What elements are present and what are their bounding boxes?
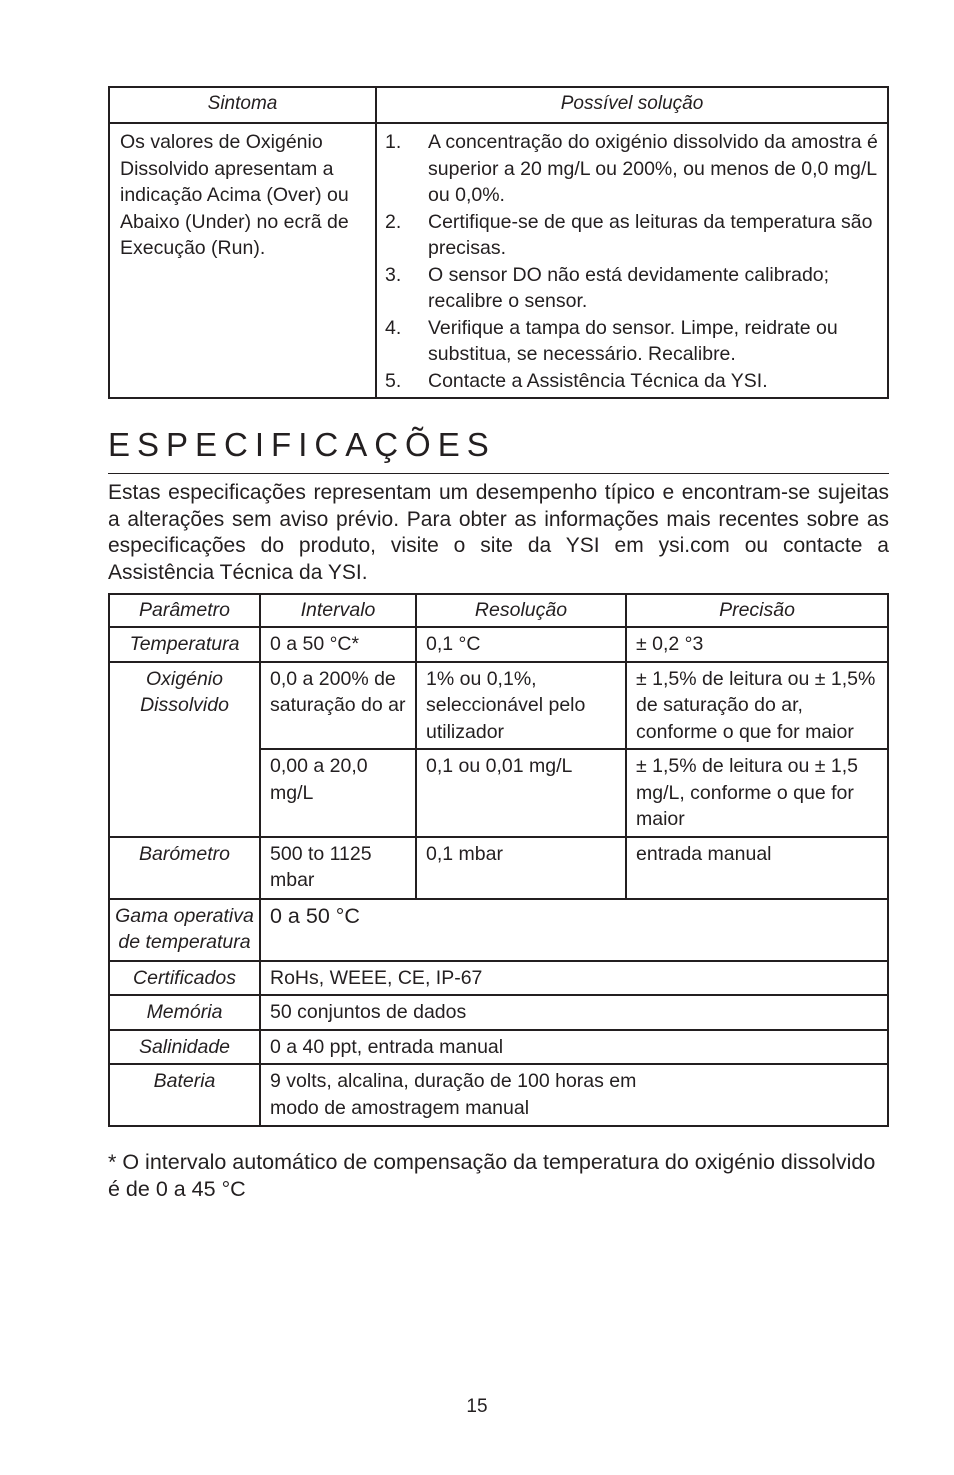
resolution-cell: 0,1 ou 0,01 mg/L [416, 749, 626, 837]
param-memory: Memória [109, 995, 260, 1030]
table-row [109, 899, 888, 961]
list-text: O sensor DO não está devidamente calibrado; recalibre o sensor. [428, 263, 830, 312]
value-cell: 0 a 40 ppt, entrada manual [260, 1030, 888, 1065]
list-item [385, 368, 881, 395]
param-battery: Bateria [109, 1064, 260, 1126]
list-number: 1. [385, 131, 402, 153]
accuracy-cell: ± 0,2 °3 [626, 627, 888, 662]
range-cell: 0 a 50 °C* [260, 627, 416, 662]
range-cell: 0,0 a 200% de saturação do ar [260, 662, 416, 750]
specifications-table [108, 593, 889, 1127]
list-text: Certifique-se de que as leituras da temperatura são precisas. [428, 210, 873, 259]
value-cell [260, 1064, 888, 1126]
param-certificates: Certificados [109, 961, 260, 996]
resolution-cell: 1% ou 0,1%, seleccionável pelo utilizador [416, 662, 626, 750]
section-title: ESPECIFICAÇÕES [108, 425, 889, 474]
resolution-cell: 0,1 mbar [416, 837, 626, 899]
page-number: 15 [466, 1396, 488, 1417]
battery-value: 9 volts, alcalina, duração de 100 horas em modo de amostragem manual [270, 1070, 637, 1119]
list-text: Contacte a Assistência Técnica da YSI. [428, 369, 768, 392]
table-row [109, 123, 888, 398]
param-barometer: Barómetro [109, 837, 260, 899]
list-item [385, 315, 881, 368]
table-row [109, 1030, 888, 1065]
table-row [109, 627, 888, 662]
list-text: A concentração do oxigénio dissolvido da amostra é superior a 20 mg/L ou 200%, ou menos de 0,0 mg/L ou 0,0%. [428, 131, 878, 206]
intro-paragraph: Estas especificações representam um desempenho típico e encontram-se sujeitas a alterações sem aviso prévio. Para obter as informações mais recentes sobre as especificações do produto, visite o site da YSI em ysi.com ou contacte a Assistência Técnica da YSI. [108, 481, 889, 584]
table-row [109, 837, 888, 899]
list-number: 2. [385, 210, 402, 233]
table-header-row [109, 594, 888, 627]
list-item [385, 129, 881, 209]
param-temperature: Temperatura [109, 627, 260, 662]
param-operating-temperature: Gama operativa de temperatura [109, 899, 260, 961]
table-row [109, 961, 888, 996]
table-header-row [109, 87, 888, 123]
value-cell: 50 conjuntos de dados [260, 995, 888, 1030]
list-number: 3. [385, 263, 402, 286]
value-cell: 0 a 50 °C [260, 899, 888, 961]
range-cell: 500 to 1125 mbar [260, 837, 416, 899]
range-cell: 0,00 a 20,0 mg/L [260, 749, 416, 837]
header-accuracy: Precisão [626, 594, 888, 627]
solutions-cell [376, 123, 888, 398]
table-row [109, 1064, 888, 1126]
footnote: * O intervalo automático de compensação da temperatura do oxigénio dissolvido é de 0 a 45 °C [108, 1150, 876, 1201]
list-item [385, 262, 881, 315]
list-number: 4. [385, 316, 402, 339]
accuracy-cell: ± 1,5% de leitura ou ± 1,5% de saturação do ar, conforme o que for maior [626, 662, 888, 750]
list-text: Verifique a tampa do sensor. Limpe, reidrate ou substitua, se necessário. Recalibre. [428, 316, 838, 365]
page-content [108, 86, 889, 1203]
header-resolution: Resolução [416, 594, 626, 627]
param-salinity: Salinidade [109, 1030, 260, 1065]
troubleshooting-table [108, 86, 889, 399]
table-row [109, 995, 888, 1030]
header-parameter: Parâmetro [109, 594, 260, 627]
header-symptom: Sintoma [109, 87, 376, 123]
param-dissolved-oxygen: Oxigénio Dissolvido [109, 662, 260, 837]
value-cell: RoHs, WEEE, CE, IP-67 [260, 961, 888, 996]
resolution-cell: 0,1 °C [416, 627, 626, 662]
header-solution: Possível solução [376, 87, 888, 123]
accuracy-cell: entrada manual [626, 837, 888, 899]
table-row [109, 662, 888, 750]
list-number: 5. [385, 369, 402, 392]
header-range: Intervalo [260, 594, 416, 627]
symptom-cell: Os valores de Oxigénio Dissolvido apresentam a indicação Acima (Over) ou Abaixo (Under) no ecrã de Execução (Run). [109, 123, 376, 398]
accuracy-cell: ± 1,5% de leitura ou ± 1,5 mg/L, conforme o que for maior [626, 749, 888, 837]
list-item [385, 209, 881, 262]
